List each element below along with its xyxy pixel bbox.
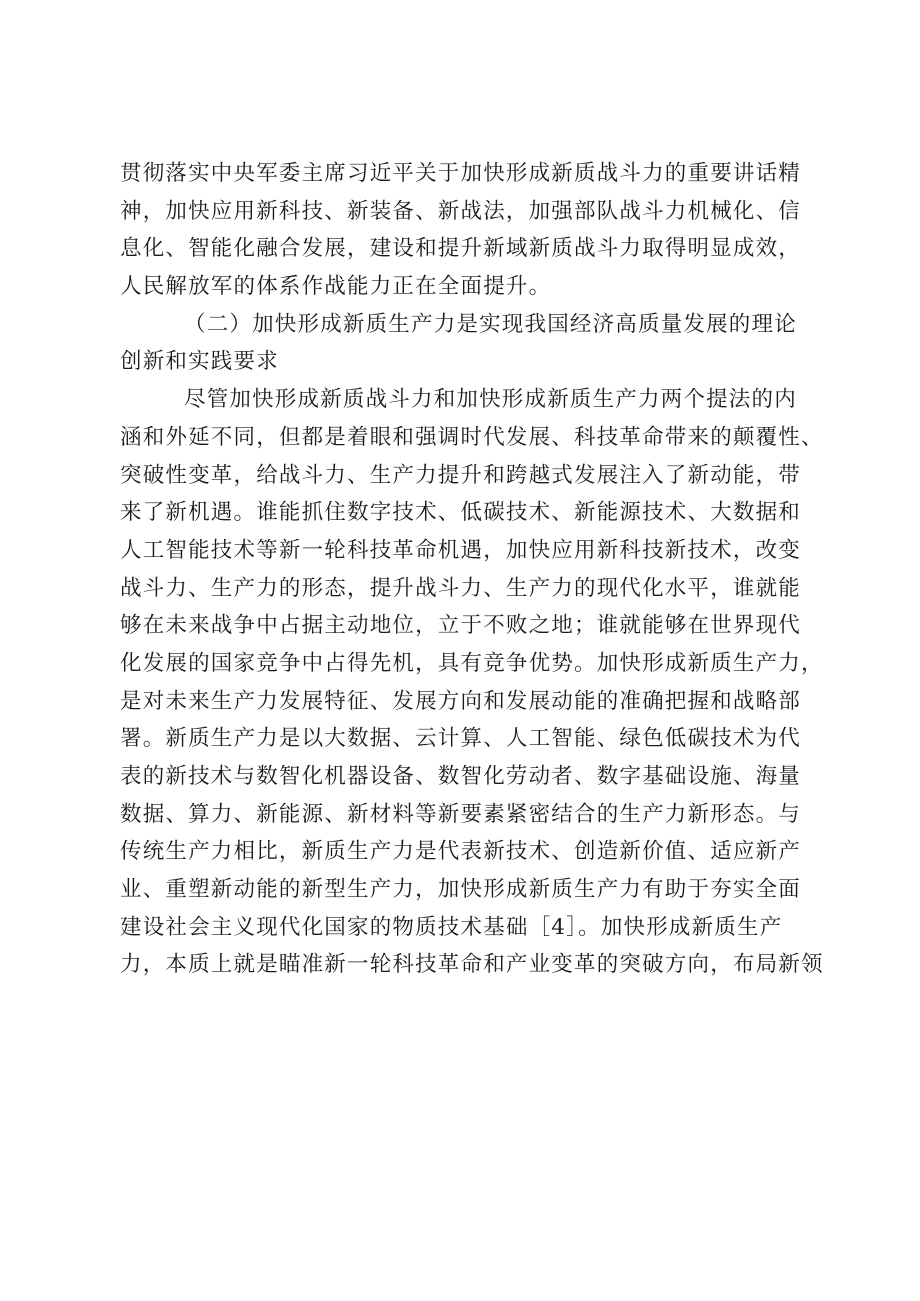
text-line: 贯彻落实中央军委主席习近平关于加快形成新质战斗力的重要讲话精 [120, 161, 802, 186]
document-page [120, 155, 822, 984]
text-line: 尽管加快形成新质战斗力和加快形成新质生产力两个提法的内 [184, 387, 797, 413]
text-line: 息化、智能化融合发展，建设和提升新域新质战斗力取得明显成效， [120, 236, 802, 262]
text-line: 来了新机遇。谁能抓住数字技术、低碳技术、新能源技术、大数据和 [120, 500, 802, 526]
text-line: 突破性变革，给战斗力、生产力提升和跨越式发展注入了新动能，带 [120, 462, 802, 488]
section-heading [120, 306, 822, 381]
text-line: 人民解放军的体系作战能力正在全面提升。 [120, 274, 552, 300]
heading-line: （二）加快形成新质生产力是实现我国经济高质量发展的理论 [184, 311, 797, 337]
heading-line: 创新和实践要求 [120, 349, 279, 375]
text-line: 建设社会主义现代化国家的物质技术基础［4］。加快形成新质生产 [120, 914, 783, 940]
paragraph-body [120, 381, 822, 984]
text-line: 署。新质生产力是以大数据、云计算、人工智能、绿色低碳技术为代 [120, 726, 802, 752]
text-line: 人工智能技术等新一轮科技革命机遇，加快应用新科技新技术，改变 [120, 537, 802, 563]
text-line: 传统生产力相比，新质生产力是代表新技术、创造新价值、适应新产 [120, 839, 802, 865]
paragraph-continuation [120, 155, 822, 306]
text-line: 神，加快应用新科技、新装备、新战法，加强部队战斗力机械化、信 [120, 198, 802, 224]
text-line: 数据、算力、新能源、新材料等新要素紧密结合的生产力新形态。与 [120, 801, 802, 827]
text-line: 涵和外延不同，但都是着眼和强调时代发展、科技革命带来的颠覆性、 [120, 424, 824, 450]
text-line: 是对未来生产力发展特征、发展方向和发展动能的准确把握和战略部 [120, 688, 802, 714]
text-line: 够在未来战争中占据主动地位，立于不败之地；谁就能够在世界现代 [120, 613, 802, 639]
text-line: 化发展的国家竞争中占得先机，具有竞争优势。加快形成新质生产力， [120, 650, 824, 676]
text-line: 战斗力、生产力的形态，提升战斗力、生产力的现代化水平，谁就能 [120, 575, 802, 601]
text-line: 业、重塑新动能的新型生产力，加快形成新质生产力有助于夯实全面 [120, 877, 802, 903]
text-line: 力，本质上就是瞄准新一轮科技革命和产业变革的突破方向，布局新领 [120, 952, 824, 978]
text-line: 表的新技术与数智化机器设备、数智化劳动者、数字基础设施、海量 [120, 764, 802, 789]
